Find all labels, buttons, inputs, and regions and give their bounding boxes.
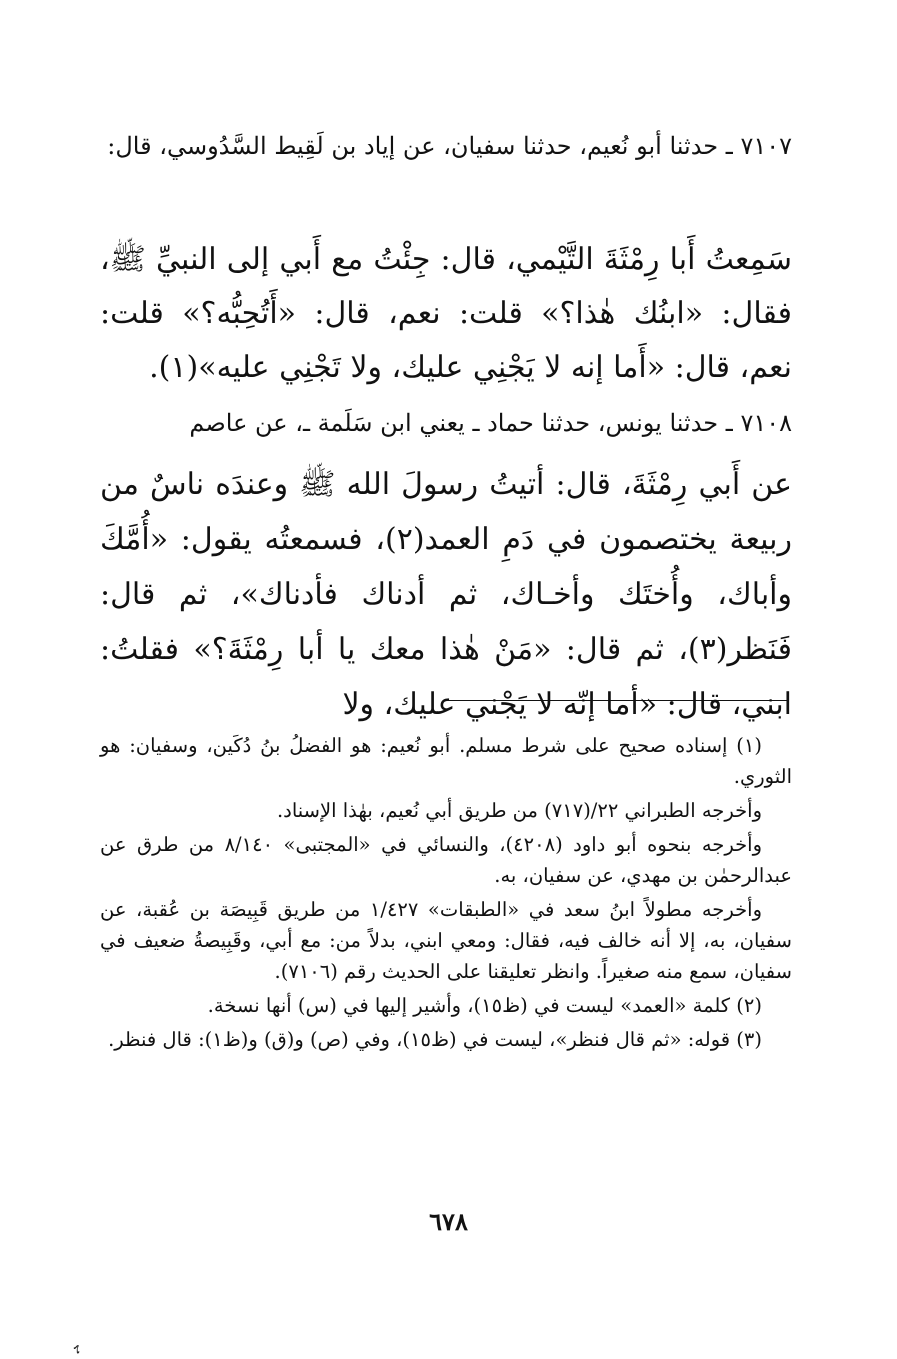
footnotes xyxy=(100,730,792,1058)
hadith-7107-text: سَمِعتُ أَبا رِمْثَةَ التَّيْمي، قال: جِئْتُ مع أَبي إلى النبيِّ ﷺ، فقال: «ابنُك هٰذا؟» قلت: نعم، قال: «أَتُحِبُّه؟» قلت: نعم، قال: «أَما إنه لا يَجْنِي عليك، ولا تَجْنِي عليه»(١). xyxy=(100,242,792,385)
page-number: ٦٧٨ xyxy=(429,1207,468,1236)
corner-mark: ﮨ xyxy=(74,1330,81,1355)
hadith-7108-heading: ٧١٠٨ ـ حدثنا يونس، حدثنا حماد ـ يعني ابن سَلَمة ـ، عن عاصم xyxy=(189,409,792,437)
footnote-1-abudawud: وأخرجه بنحوه أبو داود (٤٢٠٨)، والنسائي في «المجتبى» ٨/١٤٠ من طرق عن عبدالرحمٰن بن مهدي، عن سفيان، به. xyxy=(100,833,792,887)
footnote-1: (١) إسناده صحيح على شرط مسلم. أبو نُعيم: هو الفضلُ بنُ دُكَين، وسفيان: هو الثوري. xyxy=(100,734,792,788)
hadith-7107-heading: ٧١٠٧ ـ حدثنا أبو نُعيم، حدثنا سفيان، عن إياد بن لَقِيط السَّدُوسي، قال: xyxy=(107,132,792,160)
footnote-separator xyxy=(444,700,789,701)
hadith-7108-text: عن أَبي رِمْثَةَ، قال: أتيتُ رسولَ الله ﷺ وعندَه ناسٌ من ربيعة يختصمون في دَمِ العمد(٢)، فسمعتُه يقول: «أُمَّكَ وأباك، وأُختَك وأخـاك، ثم أدناك فأدناك»، ثم قال: فَنَظر(٣)، ثم قال: «مَنْ هٰذا معك يا أبا رِمْثَةَ؟» فقلتُ: ابني، قال: «أما إنّه لا يَجْني عليك، ولا xyxy=(100,467,792,722)
footnote-1-tabarani: وأخرجه الطبراني ٢٢/(٧١٧) من طريق أبي نُعيم، بهٰذا الإسناد. xyxy=(276,799,762,822)
footnote-1-ibnsaad: وأخرجه مطولاً ابنُ سعد في «الطبقات» ١/٤٢٧ من طريق قَبِيصَة بن عُقبة، عن سفيان، به، إلا أنه خالف فيه، فقال: ومعي ابني، بدلاً من: مع أبي، وقَبِيصةُ ضعيف في سفيان، سمع منه صغيراً. وانظر تعليقنا على الحديث رقم (٧١٠٦). xyxy=(100,898,792,983)
footnote-3: (٣) قوله: «ثم قال فنظر»، ليست في (ظ١٥)، وفي (ص) و(ق) و(ظ١): قال فنظر. xyxy=(108,1028,762,1051)
footnote-2: (٢) كلمة «العمد» ليست في (ظ١٥)، وأشير إليها في (س) أنها نسخة. xyxy=(207,994,762,1017)
